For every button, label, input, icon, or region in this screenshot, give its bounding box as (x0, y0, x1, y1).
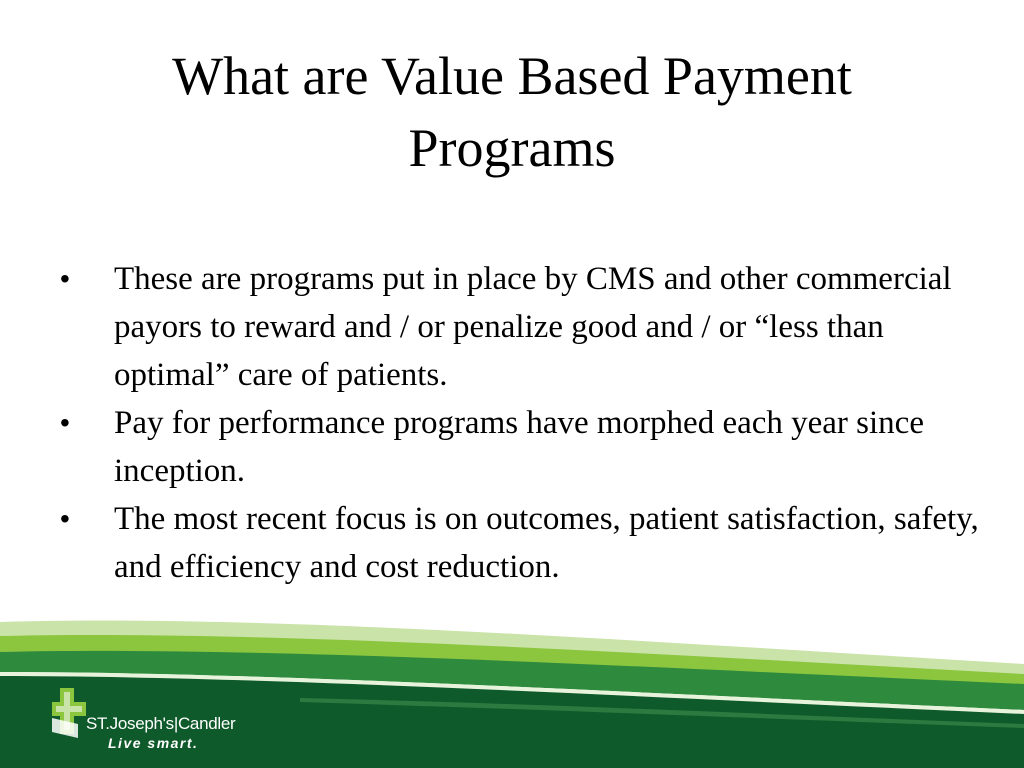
slide-title (0, 40, 1024, 184)
bullet-text: These are programs put in place by CMS and other commercial payors to reward and / or penalize good and / or “less than optimal” care of patients. (114, 261, 952, 393)
slide-title-line-1: What are Value Based Payment (172, 46, 852, 106)
bullet-item (56, 495, 986, 591)
bullet-icon: • (60, 263, 70, 294)
slide-title-line-2: Programs (408, 118, 616, 178)
bullet-text: Pay for performance programs have morphed each year since inception. (114, 405, 924, 489)
bullet-item (56, 255, 986, 399)
bullet-text: The most recent focus is on outcomes, patient satisfaction, safety, and efficiency and cost reduction. (114, 501, 979, 585)
logo-tagline: Live smart. (108, 735, 199, 751)
bullet-item (56, 399, 986, 495)
logo-name: ST.Joseph's|Candler (86, 714, 236, 733)
bullet-icon: • (60, 503, 70, 534)
bullet-list (56, 255, 986, 591)
bullet-icon: • (60, 407, 70, 438)
